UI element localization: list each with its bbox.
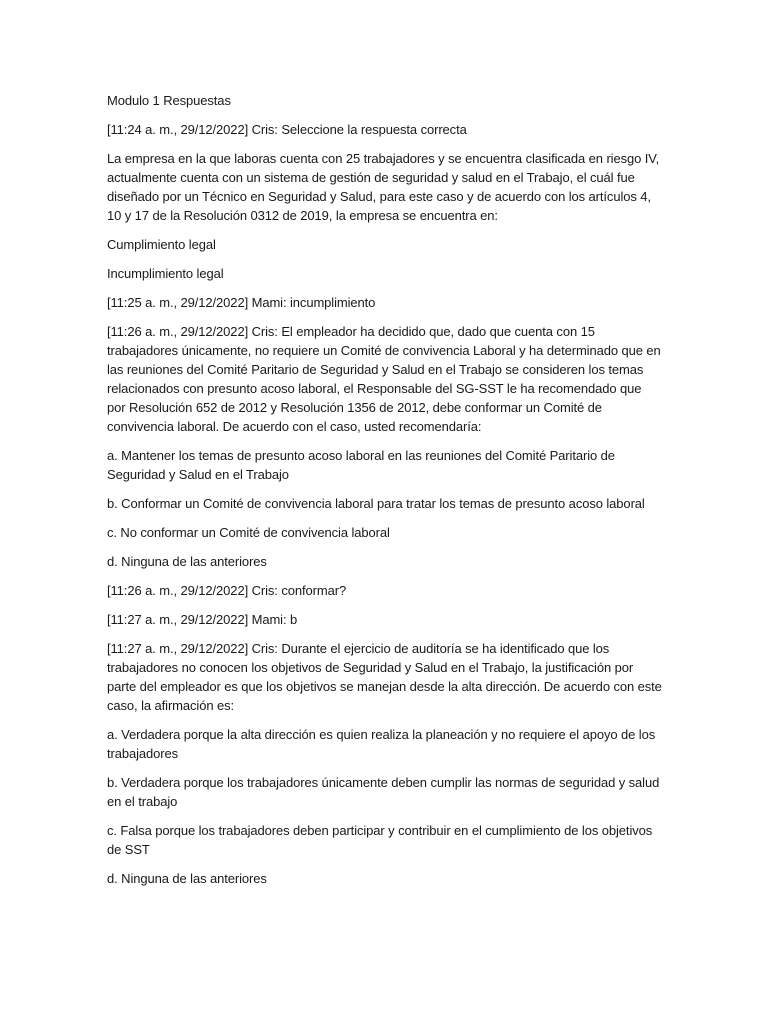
answer-option: d. Ninguna de las anteriores	[107, 871, 267, 886]
chat-message: [11:27 a. m., 29/12/2022] Mami: b	[107, 612, 298, 627]
answer-option: d. Ninguna de las anteriores	[107, 554, 267, 569]
answer-option: Cumplimiento legal	[107, 237, 216, 252]
answer-option: c. Falsa porque los trabajadores deben participar y contribuir en el cumplimiento de los objetivos de SST	[107, 823, 653, 857]
answer-option: c. No conformar un Comité de convivencia laboral	[107, 525, 390, 540]
answer-option: Incumplimiento legal	[107, 266, 224, 281]
chat-message: [11:24 a. m., 29/12/2022] Cris: Seleccione la respuesta correcta	[107, 122, 467, 137]
chat-message: [11:25 a. m., 29/12/2022] Mami: incumplimiento	[107, 295, 376, 310]
document-title: Modulo 1 Respuestas	[107, 93, 231, 108]
answer-option: a. Mantener los temas de presunto acoso laboral en las reuniones del Comité Paritario de Seguridad y Salud en el Trabajo	[107, 448, 615, 482]
answer-option: b. Conformar un Comité de convivencia laboral para tratar los temas de presunto acoso laboral	[107, 496, 645, 511]
answer-option: b. Verdadera porque los trabajadores únicamente deben cumplir las normas de seguridad y salud en el trabajo	[107, 775, 660, 809]
chat-message: [11:26 a. m., 29/12/2022] Cris: conformar?	[107, 583, 347, 598]
answer-option: a. Verdadera porque la alta dirección es quien realiza la planeación y no requiere el apoyo de los trabajadores	[107, 727, 656, 761]
chat-message: [11:26 a. m., 29/12/2022] Cris: El empleador ha decidido que, dado que cuenta con 15 trabajadores únicamente, no requiere un Comité de convivencia Laboral y ha determinado que en las reuniones del Comité Paritario de Seguridad y Salud en el Trabajo se consideren los temas relacionados con presunto acoso laboral, el Responsable del SG-SST le ha recomendado que por Resolución 652 de 2012 y Resolución 1356 de 2012, debe conformar un Comité de convivencia laboral. De acuerdo con el caso, usted recomendaría:	[107, 324, 661, 434]
question-text: La empresa en la que laboras cuenta con 25 trabajadores y se encuentra clasificada en riesgo IV, actualmente cuenta con un sistema de gestión de seguridad y salud en el Trabajo, el cuál fue diseñado por un Técnico en Seguridad y Salud, para este caso y de acuerdo con los artículos 4, 10 y 17 de la Resolución 0312 de 2019, la empresa se encuentra en:	[107, 151, 660, 223]
chat-message: [11:27 a. m., 29/12/2022] Cris: Durante el ejercicio de auditoría se ha identificado que los trabajadores no conocen los objetivos de Seguridad y Salud en el Trabajo, la justificación por parte del empleador es que los objetivos se manejan desde la alta dirección. De acuerdo con este caso, la afirmación es:	[107, 641, 662, 713]
document-body	[107, 91, 663, 898]
